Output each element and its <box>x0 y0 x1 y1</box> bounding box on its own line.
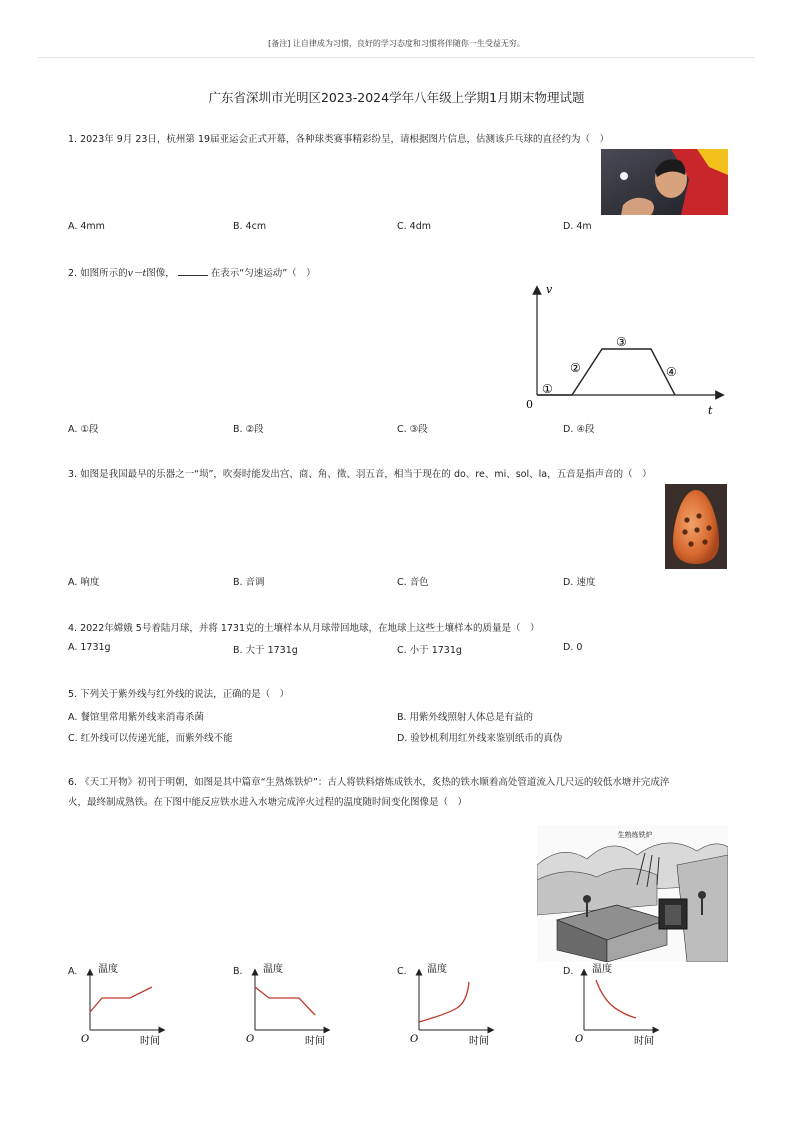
table-tennis-photo <box>601 149 728 215</box>
q2-option-c[interactable]: C. ③段 <box>397 424 428 435</box>
segment-3-label: ③ <box>616 335 627 349</box>
graph-origin: 0 <box>526 398 533 411</box>
q6-d-origin: O <box>575 1034 584 1045</box>
q6-graph-a-svg <box>78 958 178 1050</box>
furnace-woodcut-svg <box>537 825 728 962</box>
q6-b-origin: O <box>246 1034 255 1045</box>
q6-graph-a[interactable] <box>78 958 178 1050</box>
question-3-text: 3. 如图是我国最早的乐器之一“埙”，吹奏时能发出宫、商、角、徵、羽五音，相当于现在的 do、re、mi、sol、la，五音是指声音的（ ） <box>68 469 652 480</box>
question-5-text: 5. 下列关于紫外线与红外线的说法，正确的是（ ） <box>68 689 290 700</box>
q6-b-y-label: 温度 <box>263 964 283 975</box>
q6-option-c-label[interactable]: C. <box>397 966 407 977</box>
q6-curve-a <box>90 987 152 1012</box>
q6-option-a-label[interactable]: A. <box>68 966 78 977</box>
q2-text-pre: 2. 如图所示的 <box>68 268 128 279</box>
question-1-text: 1. 2023年 9月 23日，杭州第 19届亚运会正式开幕，各种球类赛事精彩纷呈，请根据图片信息，估测该乒乓球的直径约为（ ） <box>68 134 610 145</box>
furnace-woodcut-illustration <box>537 825 728 962</box>
q5-option-b[interactable]: B. 用紫外线照射人体总是有益的 <box>397 712 534 723</box>
table-tennis-photo-svg <box>601 149 728 215</box>
q1-option-b[interactable]: B. 4cm <box>233 221 267 232</box>
q6-option-b-label[interactable]: B. <box>233 966 243 977</box>
vt-graph-svg <box>520 280 730 415</box>
q6-graph-b-svg <box>243 958 343 1050</box>
q2-text-post-2: 在表示“匀速运动”（ ） <box>210 268 316 279</box>
q6-curve-d <box>596 980 636 1018</box>
t-axis-label: t <box>708 404 713 415</box>
vt-curve <box>537 349 675 395</box>
q6-b-x-label: 时间 <box>305 1036 325 1047</box>
q5-option-c[interactable]: C. 红外线可以传递光能，而紫外线不能 <box>68 733 233 744</box>
q1-option-d[interactable]: D. 4m <box>563 221 592 232</box>
q2-text-variable: v－t <box>127 268 147 279</box>
q2-option-b[interactable]: B. ②段 <box>233 424 264 435</box>
xun-instrument-photo <box>665 484 727 569</box>
q5-option-d[interactable]: D. 验钞机利用红外线来鉴别纸币的真伪 <box>397 733 563 744</box>
question-2-text <box>68 267 316 281</box>
q6-a-origin: O <box>81 1034 90 1045</box>
q2-option-d[interactable]: D. ④段 <box>563 424 595 435</box>
q4-option-d[interactable]: D. 0 <box>563 642 583 653</box>
segment-4-label: ④ <box>666 365 677 379</box>
q4-option-a[interactable]: A. 1731g <box>68 642 111 653</box>
q2-answer-blank <box>178 267 208 276</box>
q3-option-b[interactable]: B. 音调 <box>233 577 265 588</box>
q6-graph-b[interactable] <box>243 958 343 1050</box>
v-axis-label: v <box>546 283 553 296</box>
q6-curve-b <box>255 987 315 1015</box>
q4-option-b[interactable]: B. 大于 1731g <box>233 645 298 656</box>
q1-option-c[interactable]: C. 4dm <box>397 221 432 232</box>
segment-1-label: ① <box>542 382 553 396</box>
q3-option-d[interactable]: D. 速度 <box>563 577 596 588</box>
q6-d-x-label: 时间 <box>634 1036 654 1047</box>
q6-d-y-label: 温度 <box>592 964 612 975</box>
page-title: 广东省深圳市光明区2023-2024学年八年级上学期1月期末物理试题 <box>208 90 585 105</box>
q6-a-x-label: 时间 <box>140 1036 160 1047</box>
question-6-text-line-2: 火，最终制成熟铁。在下图中能反应铁水进入水塘完成淬火过程的温度随时间变化图像是（ ） <box>68 797 468 808</box>
q6-a-y-label: 温度 <box>98 964 118 975</box>
q2-text-post-1: 图像， <box>146 268 175 279</box>
q6-graph-d-svg <box>572 958 672 1050</box>
q6-c-origin: O <box>410 1034 419 1045</box>
q6-graph-c-svg <box>407 958 507 1050</box>
q4-option-c[interactable]: C. 小于 1731g <box>397 645 462 656</box>
q6-curve-c <box>419 982 469 1022</box>
woodcut-caption: 生熟炼铁炉 <box>617 831 653 839</box>
vt-graph <box>520 280 730 415</box>
q2-option-a[interactable]: A. ①段 <box>68 424 99 435</box>
q6-graph-c[interactable] <box>407 958 507 1050</box>
q3-option-a[interactable]: A. 响度 <box>68 577 100 588</box>
q6-option-d-label[interactable]: D. <box>563 966 574 977</box>
question-4-text: 4. 2022年嫦娥 5号着陆月球，并将 1731克的土壤样本从月球带回地球，在地球上这些土壤样本的质量是（ ） <box>68 623 540 634</box>
q5-option-a[interactable]: A. 餐馆里常用紫外线来消毒杀菌 <box>68 712 204 723</box>
header-note: [备注] 让自律成为习惯，良好的学习态度和习惯将伴随你一生受益无穷。 <box>268 39 525 48</box>
question-6-text-line-1: 6. 《天工开物》初刊于明朝，如图是其中篇章“生熟炼铁炉”：古人将铁料熔炼成铁水，炙热的铁水顺着高处管道流入几尺远的较低水塘并完成淬 <box>68 777 670 788</box>
segment-2-label: ② <box>570 361 581 375</box>
q3-option-c[interactable]: C. 音色 <box>397 577 429 588</box>
header-divider <box>38 57 755 58</box>
xun-instrument-svg <box>665 484 727 569</box>
q1-option-a[interactable]: A. 4mm <box>68 221 105 232</box>
q6-c-y-label: 温度 <box>427 964 447 975</box>
q6-c-x-label: 时间 <box>469 1036 489 1047</box>
q6-graph-d[interactable] <box>572 958 672 1050</box>
